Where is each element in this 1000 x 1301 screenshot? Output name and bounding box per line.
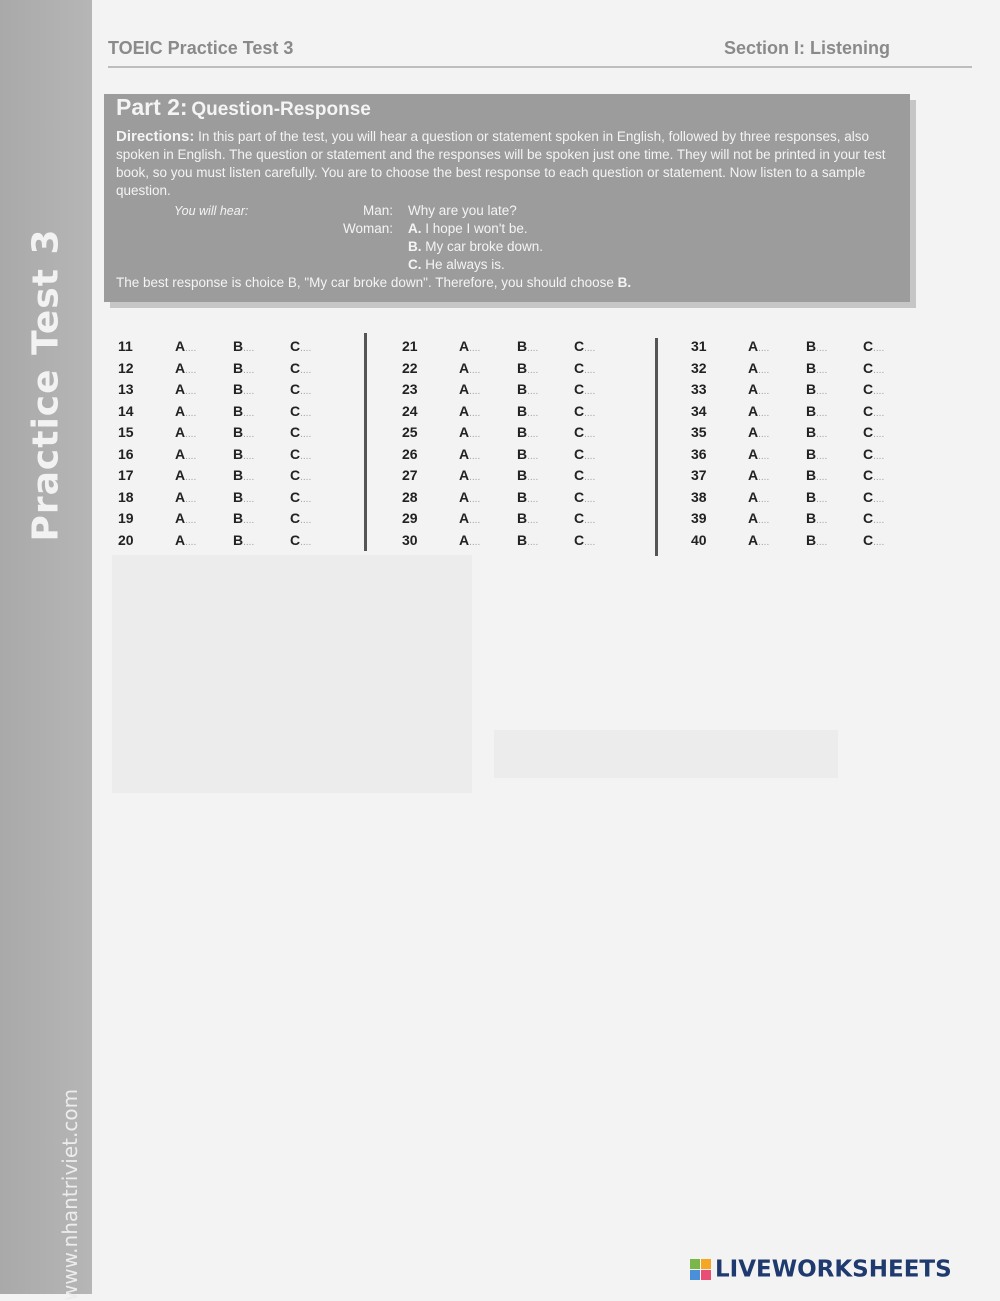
answer-option-c[interactable]: C....	[290, 510, 312, 526]
answer-option-b[interactable]: B....	[517, 488, 539, 505]
question-number: 31	[691, 338, 707, 354]
question-number: 38	[691, 488, 707, 505]
answer-option-c[interactable]: C....	[290, 424, 312, 440]
answer-option-c[interactable]: C....	[290, 531, 312, 548]
column-divider	[655, 338, 658, 556]
column-divider	[364, 333, 367, 551]
question-number: 35	[691, 424, 707, 440]
question-number: 27	[402, 467, 418, 483]
question-number: 17	[118, 467, 134, 483]
question-number: 29	[402, 510, 418, 526]
answer-option-b[interactable]: B....	[517, 424, 539, 440]
answer-option-b[interactable]: B....	[517, 381, 539, 397]
answer-option-b[interactable]: B....	[517, 467, 539, 483]
question-number: 22	[402, 359, 418, 376]
answer-option-c[interactable]: C....	[574, 531, 596, 548]
answer-option-a[interactable]: A....	[748, 531, 770, 548]
answer-option-c[interactable]: C....	[863, 338, 885, 354]
answer-option-c[interactable]: C....	[574, 338, 596, 354]
question-number: 12	[118, 359, 134, 376]
answer-option-c[interactable]: C....	[574, 381, 596, 397]
sample-option-a: A. I hope I won't be.	[408, 221, 528, 236]
answer-option-c[interactable]: C....	[290, 488, 312, 505]
question-number: 40	[691, 531, 707, 548]
answer-option-a[interactable]: A....	[459, 359, 481, 376]
answer-option-a[interactable]: A....	[175, 381, 197, 397]
answer-option-a[interactable]: A....	[175, 359, 197, 376]
answer-option-c[interactable]: C....	[574, 402, 596, 419]
part-heading	[116, 94, 371, 120]
answer-option-b[interactable]: B....	[806, 424, 828, 440]
answer-option-c[interactable]: C....	[574, 488, 596, 505]
answer-option-c[interactable]: C....	[290, 381, 312, 397]
answer-option-a[interactable]: A....	[459, 510, 481, 526]
man-label: Man:	[362, 203, 393, 218]
answer-option-c[interactable]: C....	[863, 467, 885, 483]
answer-option-a[interactable]: A....	[748, 488, 770, 505]
answer-option-a[interactable]: A....	[748, 381, 770, 397]
answer-option-c[interactable]: C....	[863, 510, 885, 526]
header-section: Section I: Listening	[723, 38, 890, 58]
man-line: Why are you late?	[408, 203, 517, 218]
answer-option-a[interactable]: A....	[175, 402, 197, 419]
answer-option-a[interactable]: A....	[748, 510, 770, 526]
answer-option-b[interactable]: B....	[517, 510, 539, 526]
answer-option-b[interactable]: B....	[233, 424, 255, 440]
answer-option-a[interactable]: A....	[459, 445, 481, 462]
answer-option-b[interactable]: B....	[233, 402, 255, 419]
answer-option-c[interactable]: C....	[290, 467, 312, 483]
question-number: 21	[402, 338, 418, 354]
answer-option-a[interactable]: A....	[459, 381, 481, 397]
answer-option-a[interactable]: A....	[459, 338, 481, 354]
answer-option-b[interactable]: B....	[233, 359, 255, 376]
question-number: 18	[118, 488, 134, 505]
logo-text: LIVEWORKSHEETS	[715, 1256, 952, 1283]
question-number: 30	[402, 531, 418, 548]
answer-option-a[interactable]: A....	[748, 402, 770, 419]
question-number: 24	[402, 402, 418, 419]
answer-option-c[interactable]: C....	[574, 467, 596, 483]
answer-option-c[interactable]: C....	[290, 402, 312, 419]
sidebar-title: Practice Test 3	[25, 228, 67, 542]
answer-option-b[interactable]: B....	[806, 531, 828, 548]
answer-option-b[interactable]: B....	[233, 467, 255, 483]
question-number: 19	[118, 510, 134, 526]
sidebar-url: www.nhantriviet.com	[58, 1088, 82, 1301]
answer-option-c[interactable]: C....	[863, 488, 885, 505]
question-number: 14	[118, 402, 134, 419]
answer-option-a[interactable]: A....	[748, 445, 770, 462]
sample-option-b: B. My car broke down.	[408, 239, 544, 254]
directions-body: In this part of the test, you will hear a question or statement spoken in English, followed by three responses, also spoken in English. The question or statement and the responses will be spoken just one time. They will not be printed in your test book, so you must listen carefully. You are to choose the best response to each question or statement. Now listen to a sample question.	[116, 129, 886, 198]
sample-option-c: C. He always is.	[408, 257, 505, 272]
answer-option-c[interactable]: C....	[863, 445, 885, 462]
answer-option-c[interactable]: C....	[574, 510, 596, 526]
answer-option-a[interactable]: A....	[748, 359, 770, 376]
faint-background-block	[112, 555, 472, 793]
faint-background-block-2	[494, 730, 838, 778]
directions-box	[104, 94, 910, 302]
directions-text	[116, 128, 898, 200]
answer-option-b[interactable]: B....	[806, 359, 828, 376]
answer-option-b[interactable]: B....	[233, 531, 255, 548]
answer-option-a[interactable]: A....	[175, 488, 197, 505]
answer-option-b[interactable]: B....	[517, 402, 539, 419]
answer-option-b[interactable]: B....	[806, 445, 828, 462]
question-number: 36	[691, 445, 707, 462]
answer-option-a[interactable]: A....	[459, 488, 481, 505]
answer-option-b[interactable]: B....	[517, 445, 539, 462]
answer-option-a[interactable]: A....	[175, 510, 197, 526]
question-number: 16	[118, 445, 134, 462]
answer-option-b[interactable]: B....	[517, 359, 539, 376]
answer-option-c[interactable]: C....	[863, 402, 885, 419]
answer-option-a[interactable]: A....	[175, 445, 197, 462]
answer-option-a[interactable]: A....	[459, 531, 481, 548]
answer-option-c[interactable]: C....	[574, 424, 596, 440]
part-label: Part 2:	[116, 94, 188, 120]
answer-option-a[interactable]: A....	[459, 467, 481, 483]
answer-option-c[interactable]: C....	[574, 359, 596, 376]
answer-option-b[interactable]: B....	[517, 531, 539, 548]
question-number: 33	[691, 381, 707, 397]
answer-option-b[interactable]: B....	[233, 510, 255, 526]
answer-option-c[interactable]: C....	[290, 338, 312, 354]
question-number: 37	[691, 467, 707, 483]
you-will-hear-label: You will hear:	[174, 204, 249, 218]
answer-option-c[interactable]: C....	[574, 445, 596, 462]
header-title: TOEIC Practice Test 3	[108, 38, 294, 58]
answer-option-b[interactable]: B....	[806, 381, 828, 397]
answer-option-b[interactable]: B....	[233, 338, 255, 354]
answer-option-b[interactable]: B....	[233, 445, 255, 462]
question-number: 13	[118, 381, 134, 397]
liveworksheets-logo	[690, 1256, 952, 1284]
answer-option-a[interactable]: A....	[175, 467, 197, 483]
answer-option-b[interactable]: B....	[806, 467, 828, 483]
answer-option-a[interactable]: A....	[459, 424, 481, 440]
answer-option-c[interactable]: C....	[863, 381, 885, 397]
question-number: 25	[402, 424, 418, 440]
answer-option-b[interactable]: B....	[806, 402, 828, 419]
answer-option-a[interactable]: A....	[459, 402, 481, 419]
question-number: 20	[118, 531, 134, 548]
answer-option-b[interactable]: B....	[806, 510, 828, 526]
sample-question	[116, 202, 898, 272]
question-number: 26	[402, 445, 418, 462]
answer-option-a[interactable]: A....	[175, 424, 197, 440]
answer-option-b[interactable]: B....	[233, 488, 255, 505]
answer-option-a[interactable]: A....	[175, 531, 197, 548]
question-number: 15	[118, 424, 134, 440]
answer-option-c[interactable]: C....	[863, 531, 885, 548]
answer-option-c[interactable]: C....	[290, 445, 312, 462]
answer-option-c[interactable]: C....	[863, 359, 885, 376]
question-number: 11	[118, 338, 133, 354]
answer-option-a[interactable]: A....	[748, 467, 770, 483]
page-header	[108, 38, 972, 68]
logo-icon	[690, 1259, 712, 1281]
answer-option-b[interactable]: B....	[806, 338, 828, 354]
question-number: 39	[691, 510, 707, 526]
directions-label: Directions:	[116, 128, 195, 145]
sidebar	[0, 0, 92, 1301]
woman-label: Woman:	[342, 221, 393, 236]
question-number: 34	[691, 402, 707, 419]
best-response-note: The best response is choice B, "My car broke down". Therefore, you should choose B.	[116, 275, 632, 290]
answer-option-c[interactable]: C....	[290, 359, 312, 376]
answer-option-c[interactable]: C....	[863, 424, 885, 440]
question-number: 32	[691, 359, 707, 376]
answer-option-b[interactable]: B....	[806, 488, 828, 505]
answer-option-a[interactable]: A....	[748, 424, 770, 440]
answer-option-a[interactable]: A....	[175, 338, 197, 354]
answer-option-a[interactable]: A....	[748, 338, 770, 354]
answer-option-b[interactable]: B....	[517, 338, 539, 354]
answer-option-b[interactable]: B....	[233, 381, 255, 397]
question-number: 28	[402, 488, 418, 505]
part-title: Question-Response	[191, 99, 371, 120]
question-number: 23	[402, 381, 418, 397]
